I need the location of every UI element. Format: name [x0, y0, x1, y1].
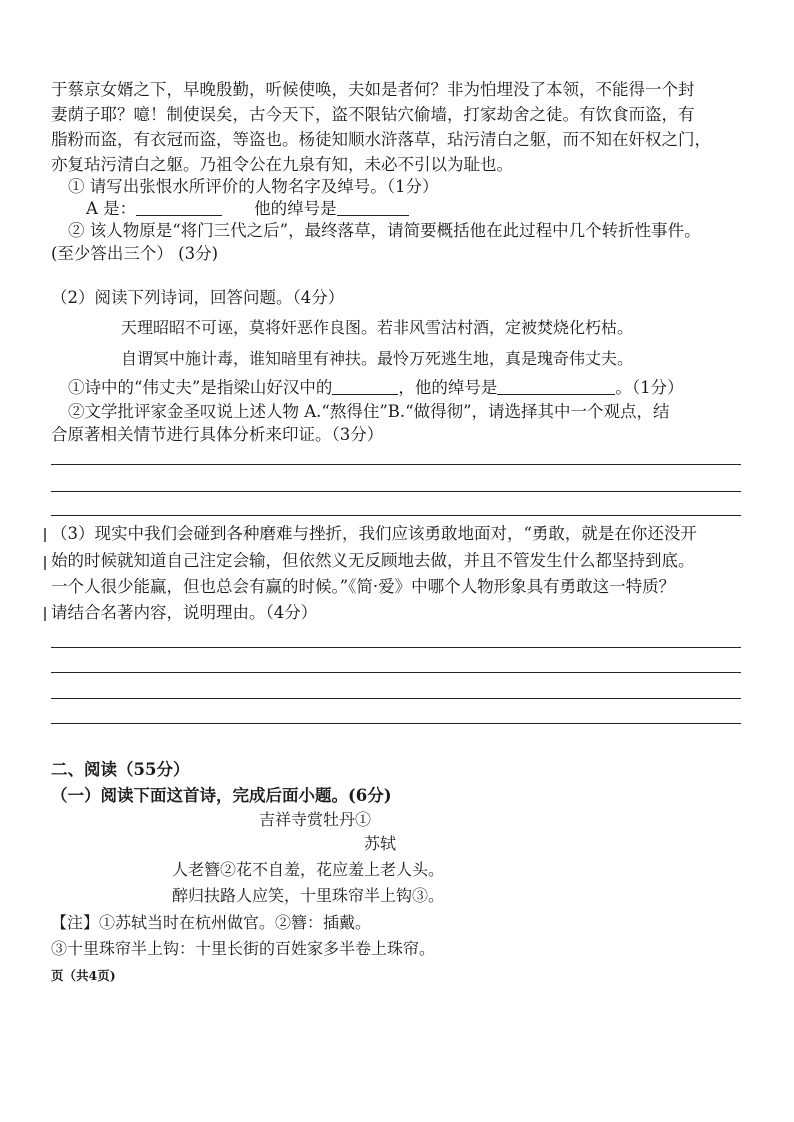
question-3-line: （3）现实中我们会碰到各种磨难与挫折，我们应该勇敢地面对，“勇敢，就是在你还没开: [51, 524, 697, 543]
answer-blank-nickname[interactable]: [337, 199, 409, 216]
nickname-label: 他的绰号是: [254, 199, 337, 218]
question-3-line: 始的时候就知道自己注定会输，但依然义无反顾地去做，并且不管发生什么都坚持到底。: [51, 551, 695, 570]
section-heading: 二、阅读（55分）: [51, 760, 190, 779]
question-1-1: ① 请写出张恨水所评价的人物名字及绰号。（1分）: [68, 177, 439, 196]
passage-line: 亦复玷污清白之躯。乃祖令公在九泉有知，未必不引以为耻也。: [51, 155, 513, 174]
poem-line: 自谓冥中施计毒，谁知暗里有神扶。最怜万死逃生地，真是瑰奇伟丈夫。: [121, 349, 634, 368]
passage-line: 于蔡京女婿之下，早晚殷勤，听候使唤，夫如是者何？非为怕埋没了本领，不能得一个封: [51, 80, 695, 99]
page-footer: 页（共4页): [51, 968, 116, 983]
scan-margin-mark: [44, 556, 46, 570]
answer-line[interactable]: [51, 698, 741, 699]
passage-line: 妻荫子耶？噫！制使误矣，古今天下，盗不限钻穴偷墙，打家劫舍之徒。有饮食而盗，有: [51, 105, 695, 124]
question-2-heading: （2）阅读下列诗词，回答问题。（4分）: [51, 288, 345, 307]
question-2-2-cont: 合原著相关情节进行具体分析来印证。（3分）: [51, 425, 384, 444]
answer-line[interactable]: [51, 515, 741, 516]
scan-margin-mark: [44, 528, 46, 542]
answer-row: [86, 198, 409, 220]
poem-title: 吉祥寺赏牡丹①: [259, 810, 372, 829]
poem-line: 天理昭昭不可诬，莫将奸恶作良图。若非风雪沽村酒，定被焚烧化朽枯。: [121, 318, 634, 337]
question-2-2: ②文学批评家金圣叹说上述人物 A.“熬得住”B.“做得彻”，请选择其中一个观点，结: [68, 402, 670, 421]
answer-blank-name[interactable]: [136, 199, 222, 216]
answer-line[interactable]: [51, 491, 741, 492]
answer-line[interactable]: [51, 464, 741, 465]
footnote: 【注】①苏轼当时在杭州做官。②簪：插戴。: [51, 913, 372, 932]
a-label: A 是：: [86, 199, 137, 218]
answer-line[interactable]: [51, 647, 741, 648]
answer-line[interactable]: [51, 672, 741, 673]
answer-line[interactable]: [51, 723, 741, 724]
question-3-line: 请结合名著内容，说明理由。（4分）: [51, 603, 318, 622]
question-1-2-cont: (至少答出三个） (3分): [51, 244, 219, 263]
answer-blank-hero-nickname[interactable]: [497, 378, 615, 395]
poem-line: 人老簪②花不自羞，花应羞上老人头。: [172, 860, 445, 879]
part-heading: （一）阅读下面这首诗，完成后面小题。(6分): [51, 786, 392, 805]
passage-line: 脂粉而盗，有衣冠而盗，等盗也。杨徒知顺水浒落草，玷污清白之躯，而不知在奸权之门，: [51, 130, 711, 149]
poem-line: 醉归扶路人应笑，十里珠帘半上钩③。: [172, 886, 445, 905]
poem-author: 苏轼: [364, 834, 397, 853]
footnote: ③十里珠帘半上钩：十里长街的百姓家多半卷上珠帘。: [51, 939, 436, 958]
scan-margin-mark: [44, 607, 46, 621]
question-1-2: ② 该人物原是“将门三代之后”，最终落草，请简要概括他在此过程中几个转折性事件。: [68, 221, 701, 240]
question-3-line: 一个人很少能赢，但也总会有赢的时候。”《简·爱》中哪个人物形象具有勇敢这一特质？: [51, 577, 676, 596]
answer-blank-hero[interactable]: [332, 378, 398, 395]
question-2-1: ①诗中的“伟丈夫”是指梁山好汉中的 ，他的绰号是 。（1分）: [68, 378, 684, 397]
